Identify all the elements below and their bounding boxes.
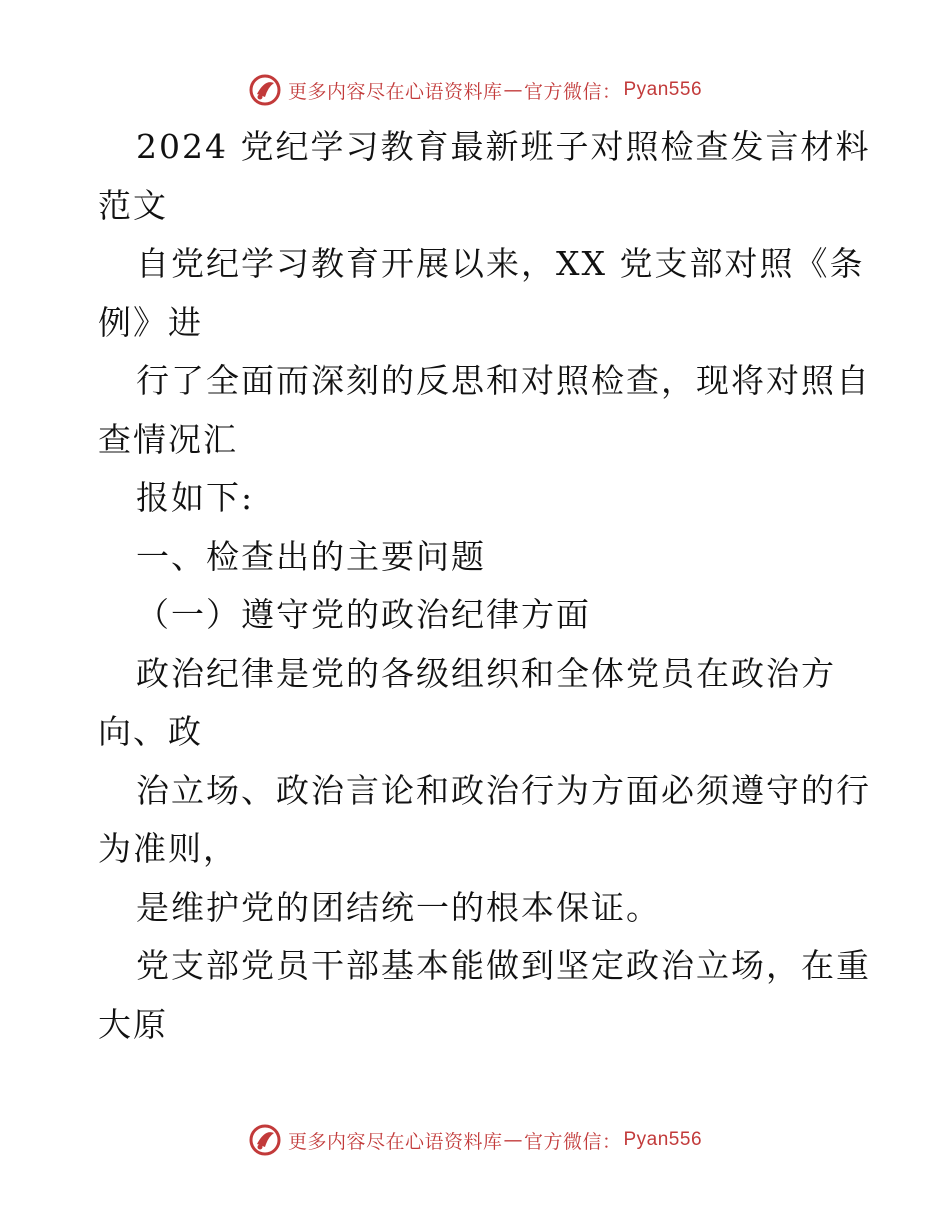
- watermark-suffix: 官方微信：: [523, 1130, 622, 1153]
- header-watermark: [0, 70, 950, 110]
- doc-line: 治立场、政治言论和政治行为方面必须遵守的行: [136, 770, 871, 810]
- logo-icon: [248, 73, 282, 107]
- doc-line: 查情况汇: [98, 419, 238, 459]
- doc-line: 例》进: [98, 302, 203, 342]
- watermark-text: 更多内容尽在心语资料库: [287, 80, 503, 103]
- logo-icon: [248, 1123, 282, 1157]
- doc-line: 行了全面而深刻的反思和对照检查，现将对照自: [136, 361, 871, 400]
- doc-line: 一、检查出的主要问题: [136, 536, 486, 576]
- doc-line: 向、政: [98, 712, 203, 751]
- doc-line: 范文: [98, 185, 168, 225]
- doc-line: 党支部党员干部基本能做到坚定政治立场，在重: [136, 946, 871, 985]
- document-body: [98, 118, 871, 1054]
- doc-line: 是维护党的团结统一的根本保证。: [136, 887, 661, 927]
- doc-line: 大原: [98, 1004, 168, 1044]
- doc-line: 为准则，: [98, 829, 238, 868]
- doc-line: （一）遵守党的政治纪律方面: [136, 595, 591, 634]
- doc-line: 报如下:: [136, 478, 255, 517]
- watermark-wechat-id: Pyan556: [623, 1129, 703, 1150]
- doc-line: 政治纪律是党的各级组织和全体党员在政治方: [136, 653, 836, 693]
- footer-watermark: [0, 1120, 950, 1160]
- doc-line: 2024 党纪学习教育最新班子对照检查发言材料: [136, 127, 871, 166]
- doc-line: 自党纪学习教育开展以来，XX 党支部对照《条: [136, 244, 865, 283]
- watermark-separator: —: [503, 79, 523, 101]
- watermark-suffix: 官方微信：: [523, 80, 622, 103]
- watermark-separator: —: [503, 1129, 523, 1151]
- watermark-text: 更多内容尽在心语资料库: [287, 1130, 503, 1153]
- watermark-wechat-id: Pyan556: [623, 79, 703, 100]
